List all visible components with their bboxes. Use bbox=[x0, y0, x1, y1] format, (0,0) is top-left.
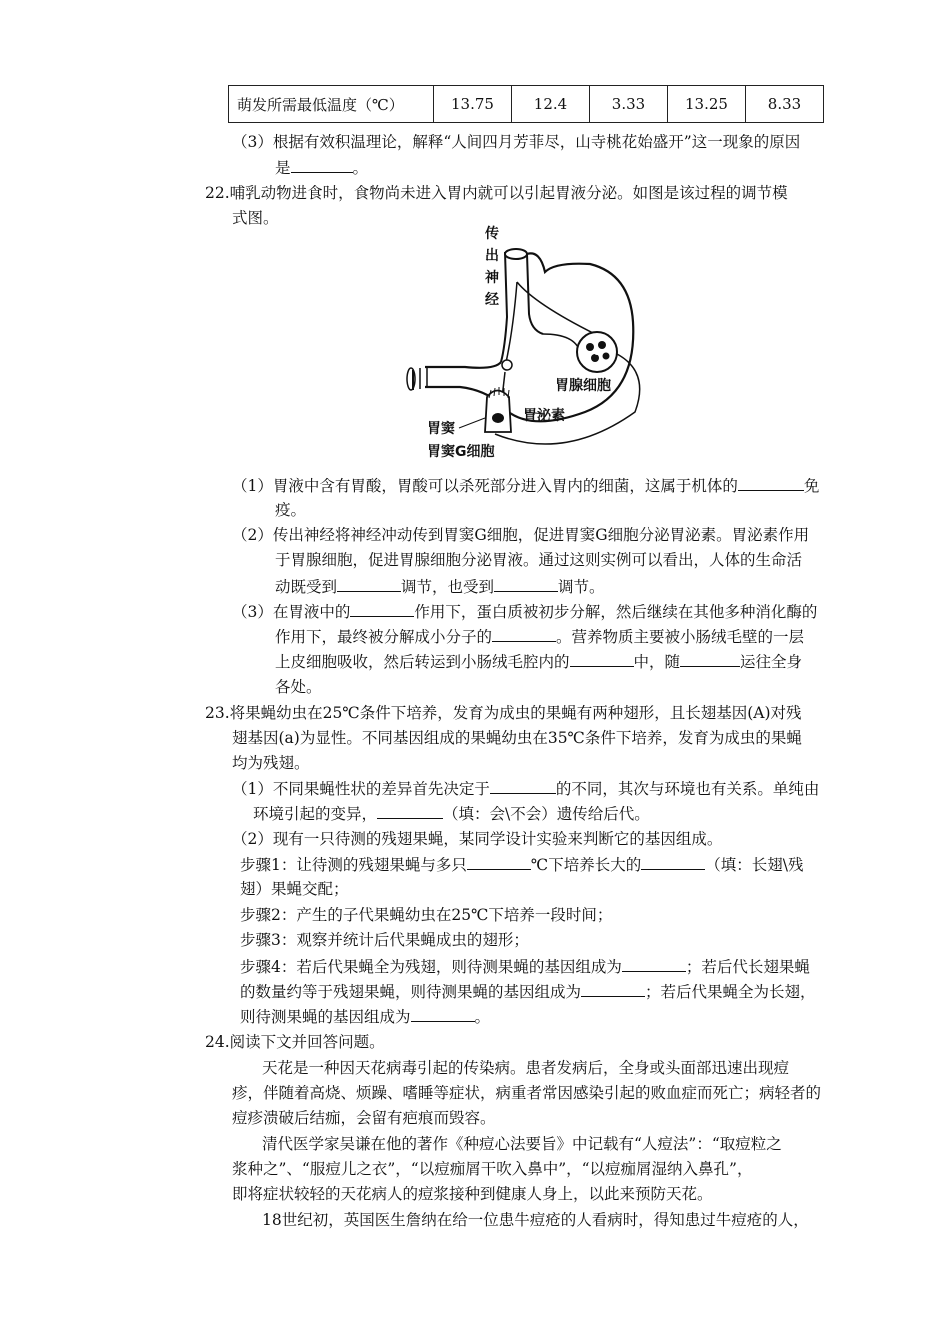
answer-blank[interactable] bbox=[494, 575, 558, 592]
q24-para3-line1: 18世纪初，英国医生詹纳在给一位患牛痘疮的人看病时，得知患过牛痘疮的人， bbox=[262, 1211, 809, 1229]
answer-blank[interactable] bbox=[738, 474, 804, 491]
answer-blank[interactable] bbox=[350, 600, 414, 617]
antrum-label: 胃窦 bbox=[427, 421, 455, 437]
q23-step1-line2: 翅）果蝇交配； bbox=[240, 880, 349, 898]
table-cell: 13.25 bbox=[668, 86, 746, 123]
q22-part1-line1: （1）胃液中含有胃酸，胃酸可以杀死部分进入胃内的细菌，这属于机体的 免 bbox=[232, 474, 819, 497]
gland-label: 胃腺细胞 bbox=[555, 378, 611, 394]
nerve-label-char: 出 bbox=[485, 248, 499, 264]
answer-blank[interactable] bbox=[411, 1005, 475, 1022]
answer-blank[interactable] bbox=[337, 575, 401, 592]
q23-intro-line2: 翅基因(a)为显性。不同基因组成的果蝇幼虫在35℃条件下培养，发育为成虫的果蝇 bbox=[232, 729, 802, 747]
q23-part2: （2）现有一只待测的残翅果蝇，某同学设计实验来判断它的基因组成。 bbox=[232, 830, 723, 848]
q23-part1-line2: 环境引起的变异， （填：会\不会）遗传给后代。 bbox=[253, 802, 650, 825]
q23-part1-line1: （1）不同果蝇性状的差异首先决定于 的不同，其次与环境也有关系。单纯由 bbox=[232, 777, 819, 800]
esophagus-opening bbox=[505, 249, 527, 259]
answer-blank[interactable] bbox=[467, 853, 531, 870]
answer-blank[interactable] bbox=[581, 980, 645, 997]
q22-part3-line4: 各处。 bbox=[275, 678, 322, 696]
q23-step4-line1: 步骤4：若后代果蝇全为残翅，则待测果蝇的基因组成为 ；若后代长翅果蝇 bbox=[240, 955, 810, 978]
q22-part3-line3: 上皮细胞吸收，然后转运到小肠绒毛腔内的 中，随 运往全身 bbox=[275, 650, 802, 673]
q21-part3-line2: 是 。 bbox=[275, 156, 368, 179]
table-cell: 12.4 bbox=[512, 86, 590, 123]
germination-temperature-table bbox=[228, 85, 824, 123]
table-cell: 13.75 bbox=[434, 86, 512, 123]
answer-blank[interactable] bbox=[377, 802, 443, 819]
q23-step4-line2: 的数量约等于残翅果蝇，则待测果蝇的基因组成为 ；若后代果蝇全为长翅， bbox=[240, 980, 816, 1003]
stomach-outline bbox=[425, 362, 501, 368]
q23-intro-line3: 均为残翅。 bbox=[232, 754, 310, 772]
table-row-label: 萌发所需最低温度（℃） bbox=[229, 86, 434, 123]
q24-para2-line2: 浆种之”、“服痘儿之衣”，“以痘痂屑干吹入鼻中”，“以痘痂屑湿纳入鼻孔”， bbox=[232, 1160, 753, 1178]
answer-blank[interactable] bbox=[622, 955, 686, 972]
q24-para2-line3: 即将症状较轻的天花病人的痘浆接种到健康人身上，以此来预防天花。 bbox=[232, 1185, 713, 1203]
q22-part1-line2: 疫。 bbox=[275, 501, 307, 519]
q22-part3-line2: 作用下，最终被分解成小分子的 。营养物质主要被小肠绒毛壁的一层 bbox=[275, 625, 804, 648]
answer-blank[interactable] bbox=[570, 650, 634, 667]
gastrin-pathway bbox=[495, 354, 640, 444]
answer-blank[interactable] bbox=[291, 156, 353, 173]
q22-intro-line2: 式图。 bbox=[232, 209, 279, 227]
table-row bbox=[229, 86, 824, 123]
q22-part2-line1: （2）传出神经将神经冲动传到胃窦G细胞，促进胃窦G细胞分泌胃泌素。胃泌素作用 bbox=[232, 526, 810, 544]
q23-intro-line1: 23.将果蝇幼虫在25℃条件下培养，发育为成虫的果蝇有两种翅形，且长翅基因(A)对残 bbox=[205, 704, 802, 722]
g-cell-label: 胃窦G细胞 bbox=[427, 444, 495, 460]
answer-blank[interactable] bbox=[490, 777, 556, 794]
answer-blank[interactable] bbox=[680, 650, 740, 667]
q23-step1-line1: 步骤1：让待测的残翅果蝇与多只 ℃下培养长大的 （填：长翅\残 bbox=[240, 853, 803, 876]
q22-intro-line1: 22.哺乳动物进食时，食物尚未进入胃内就可以引起胃液分泌。如图是该过程的调节模 bbox=[205, 184, 788, 202]
q24-para1-line1: 天花是一种因天花病毒引起的传染病。患者发病后，全身或头面部迅速出现痘 bbox=[262, 1059, 790, 1077]
nerve-label-char: 传 bbox=[485, 226, 499, 242]
q23-step3: 步骤3：观察并统计后代果蝇成虫的翅形； bbox=[240, 931, 529, 949]
q22-part3-line1: （3）在胃液中的 作用下，蛋白质被初步分解，然后继续在其他多种消化酶的 bbox=[232, 600, 817, 623]
stomach-outline bbox=[543, 334, 580, 352]
table-cell: 8.33 bbox=[746, 86, 824, 123]
q23-step2: 步骤2：产生的子代果蝇幼虫在25℃下培养一段时间； bbox=[240, 906, 613, 924]
q24-para1-line3: 痘疹溃破后结痂，会留有疤痕而毁容。 bbox=[232, 1109, 496, 1127]
q21-part3-line1: （3）根据有效积温理论，解释“人间四月芳菲尽，山寺桃花始盛开”这一现象的原因 bbox=[232, 133, 801, 151]
q24-para1-line2: 疹，伴随着高烧、烦躁、嗜睡等症状，病重者常因感染引起的败血症而死亡；病轻者的 bbox=[232, 1084, 822, 1102]
stomach-regulation-diagram bbox=[405, 222, 650, 467]
table-cell: 3.33 bbox=[590, 86, 668, 123]
q22-part2-line2: 于胃腺细胞，促进胃腺细胞分泌胃液。通过这则实例可以看出，人体的生命活 bbox=[275, 551, 803, 569]
esophagus-outline bbox=[501, 252, 507, 362]
q24-intro: 24.阅读下文并回答问题。 bbox=[205, 1033, 385, 1051]
answer-blank[interactable] bbox=[641, 853, 705, 870]
q24-para2-line1: 清代医学家吴谦在他的著作《种痘心法要旨》中记载有“人痘法”：“取痘粒之 bbox=[262, 1135, 782, 1153]
nerve-label-char: 神 bbox=[485, 270, 499, 286]
nerve-label-char: 经 bbox=[485, 292, 499, 308]
q23-step4-line3: 则待测果蝇的基因组成为 。 bbox=[240, 1005, 490, 1028]
answer-blank[interactable] bbox=[492, 625, 556, 642]
q22-part2-line3: 动既受到 调节，也受到 调节。 bbox=[275, 575, 605, 598]
gastrin-label: 胃泌素 bbox=[523, 408, 565, 424]
